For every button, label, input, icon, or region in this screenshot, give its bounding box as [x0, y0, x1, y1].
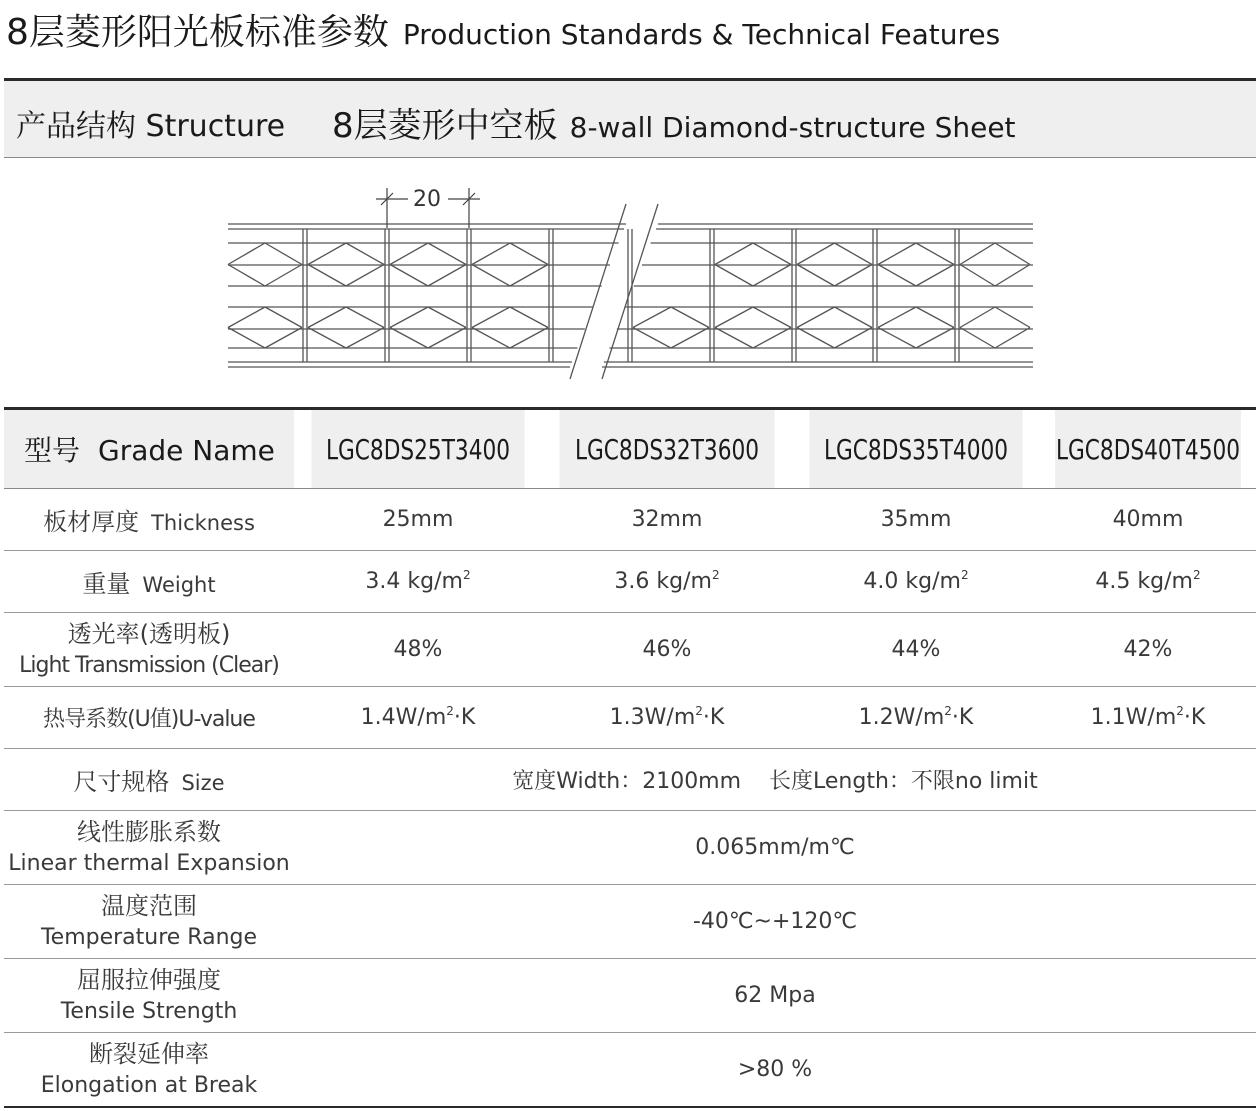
- diag-0-0-d: [265, 265, 302, 287]
- thickness-label-cn: 板材厚度: [43, 508, 140, 536]
- diag-0-6-c: [715, 265, 753, 287]
- spec-table: [4, 407, 1256, 1108]
- diag-1-7-c: [797, 328, 835, 349]
- diag-0-7-d: [835, 265, 873, 287]
- thickness-label-en: Thickness: [151, 511, 255, 535]
- diag-0-8-c: [878, 265, 916, 287]
- diag-1-1-b: [346, 307, 384, 328]
- weight-row: [4, 551, 1256, 613]
- weight-value-2-text: 3.6 kg/m: [614, 569, 712, 594]
- thickness-row: [4, 489, 1256, 551]
- diag-1-2-a: [390, 307, 428, 328]
- transmission-row: [4, 613, 1256, 687]
- elongation-label: [4, 1033, 294, 1108]
- uvalue-row: [4, 687, 1256, 749]
- weight-value-3: [792, 551, 1040, 613]
- diag-1-9-d: [995, 328, 1030, 349]
- thickness-value-1: 25mm: [294, 489, 542, 551]
- diag-1-2-c: [390, 328, 428, 349]
- diag-1-5-c: [633, 328, 671, 349]
- diag-1-9-c: [960, 328, 995, 349]
- cross-section-diagram: [0, 170, 1259, 385]
- elongation-label-en: Elongation at Break: [40, 1072, 258, 1098]
- thickness-value-3: 35mm: [792, 489, 1040, 551]
- diag-1-3-b: [510, 307, 548, 328]
- diag-1-6-c: [715, 328, 753, 349]
- diag-1-7-d: [835, 328, 873, 349]
- grade-4: LGC8DS40T4500: [1055, 409, 1241, 489]
- diag-1-3-a: [472, 307, 510, 328]
- transmission-label-en: Light Transmission (Clear): [19, 652, 279, 678]
- diag-1-2-d: [428, 328, 466, 349]
- size-label-en: Size: [181, 771, 225, 795]
- temperature-value: -40℃~+120℃: [294, 885, 1256, 959]
- weight-value-1-sup: 2: [462, 568, 471, 582]
- transmission-value-2: 46%: [542, 613, 792, 687]
- diag-1-7-a: [797, 307, 835, 328]
- diag-0-3-d: [510, 265, 548, 287]
- diag-1-8-d: [916, 328, 954, 349]
- weight-value-4-sup: 2: [1192, 568, 1201, 582]
- break-line-2: [602, 204, 658, 379]
- uvalue-value-4-sup: 2: [1176, 704, 1184, 718]
- diag-0-1-a: [308, 243, 346, 265]
- weight-value-3-sup: 2: [960, 568, 969, 582]
- uvalue-value-3-unit: ·K: [951, 705, 974, 730]
- uvalue-value-3-text: 1.2W/m: [858, 705, 945, 730]
- diag-1-6-d: [753, 328, 791, 349]
- diag-1-3-d: [510, 328, 548, 349]
- size-label: [4, 749, 294, 811]
- transmission-label: [4, 613, 294, 687]
- structure-value-en: 8-wall Diamond-structure Sheet: [569, 111, 1016, 144]
- weight-value-1-text: 3.4 kg/m: [365, 569, 463, 594]
- weight-value-2-sup: 2: [711, 568, 720, 582]
- uvalue-value-3: [792, 687, 1040, 749]
- diag-0-1-d: [346, 265, 384, 287]
- diag-1-5-b: [671, 307, 709, 328]
- diag-1-8-c: [878, 328, 916, 349]
- diag-0-6-b: [753, 243, 791, 265]
- diag-1-5-a: [633, 307, 671, 328]
- weight-label-cn: 重量: [82, 570, 131, 598]
- elongation-label-cn: 断裂延伸率: [89, 1039, 209, 1068]
- tensile-label-cn: 屈服拉伸强度: [77, 965, 221, 994]
- diag-0-6-d: [753, 265, 791, 287]
- diag-0-1-b: [346, 243, 384, 265]
- uvalue-value-1: [294, 687, 542, 749]
- temperature-label-cn: 温度范围: [101, 891, 197, 920]
- diag-1-6-b: [753, 307, 791, 328]
- thickness-label: [4, 489, 294, 551]
- diag-0-3-a: [472, 243, 510, 265]
- elongation-row: [4, 1033, 1256, 1108]
- transmission-label-cn: 透光率(透明板): [67, 619, 231, 648]
- structure-label: 产品结构 Structure: [16, 109, 286, 144]
- diag-1-7-b: [835, 307, 873, 328]
- grade-name-label: [4, 409, 294, 489]
- diag-0-9-b: [995, 243, 1030, 265]
- grade-2: LGC8DS32T3600: [560, 409, 775, 489]
- tensile-value: 62 Mpa: [294, 959, 1256, 1033]
- break-line-1: [570, 204, 626, 379]
- grade-3: LGC8DS35T4000: [809, 409, 1022, 489]
- diag-1-1-c: [308, 328, 346, 349]
- uvalue-value-1-text: 1.4W/m: [360, 705, 447, 730]
- weight-value-3-text: 4.0 kg/m: [863, 569, 961, 594]
- tensile-row: [4, 959, 1256, 1033]
- temperature-label-en: Temperature Range: [40, 924, 258, 950]
- elongation-value: >80 %: [294, 1033, 1256, 1108]
- expansion-value: 0.065mm/m℃: [294, 811, 1256, 885]
- uvalue-value-2: [542, 687, 792, 749]
- page-title-en: Production Standards & Technical Features: [402, 18, 1001, 51]
- page-title: [6, 4, 1001, 53]
- tensile-label-en: Tensile Strength: [60, 998, 238, 1024]
- weight-value-4-text: 4.5 kg/m: [1095, 569, 1193, 594]
- diag-0-6-a: [715, 243, 753, 265]
- grade-name-label-en: Grade Name: [98, 434, 275, 467]
- transmission-value-4: 42%: [1040, 613, 1256, 687]
- expansion-label-cn: 线性膨胀系数: [77, 817, 221, 846]
- size-label-cn: 尺寸规格: [73, 768, 170, 796]
- diag-1-8-b: [916, 307, 954, 328]
- diag-0-2-c: [390, 265, 428, 287]
- cross-section-lines: [228, 204, 1033, 379]
- expansion-row: [4, 811, 1256, 885]
- uvalue-label: 热导系数(U值)U-value: [4, 687, 294, 749]
- thickness-value-4: 40mm: [1040, 489, 1256, 551]
- diag-1-5-d: [671, 328, 709, 349]
- structure-value-cn: 8层菱形中空板: [332, 106, 558, 146]
- diag-1-6-a: [715, 307, 753, 328]
- grade-name-label-cn: 型号: [24, 434, 81, 467]
- diag-0-3-c: [472, 265, 510, 287]
- transmission-value-1: 48%: [294, 613, 542, 687]
- diag-0-2-a: [390, 243, 428, 265]
- diag-0-9-a: [960, 243, 995, 265]
- uvalue-value-1-sup: 2: [446, 704, 454, 718]
- page-title-cn: 8层菱形阳光板标准参数: [6, 12, 389, 53]
- uvalue-value-4: [1040, 687, 1256, 749]
- weight-label: [4, 551, 294, 613]
- diag-0-7-b: [835, 243, 873, 265]
- diag-0-7-a: [797, 243, 835, 265]
- uvalue-value-2-sup: 2: [695, 704, 703, 718]
- diag-0-1-c: [308, 265, 346, 287]
- diag-1-1-d: [346, 328, 384, 349]
- diag-1-0-d: [265, 328, 302, 349]
- size-row: [4, 749, 1256, 811]
- structure-value: [332, 98, 1016, 147]
- diag-0-2-b: [428, 243, 466, 265]
- uvalue-value-4-text: 1.1W/m: [1090, 705, 1177, 730]
- diag-0-8-d: [916, 265, 954, 287]
- uvalue-value-1-unit: ·K: [453, 705, 476, 730]
- transmission-value-3: 44%: [792, 613, 1040, 687]
- diag-0-7-c: [797, 265, 835, 287]
- dimension-label: 20: [413, 187, 441, 212]
- temperature-row: [4, 885, 1256, 959]
- diag-1-1-a: [308, 307, 346, 328]
- diag-0-0-a: [228, 243, 265, 265]
- table-header-row: [4, 409, 1256, 489]
- weight-value-4: [1040, 551, 1256, 613]
- diag-0-3-b: [510, 243, 548, 265]
- diag-1-9-a: [960, 307, 995, 328]
- size-value: 宽度Width：2100mm 长度Length：不限no limit: [294, 749, 1256, 811]
- tensile-label: [4, 959, 294, 1033]
- diag-0-0-b: [265, 243, 302, 265]
- weight-value-2: [542, 551, 792, 613]
- diag-1-9-b: [995, 307, 1030, 328]
- uvalue-value-3-sup: 2: [944, 704, 952, 718]
- diag-0-2-d: [428, 265, 466, 287]
- grade-1: LGC8DS25T3400: [311, 409, 524, 489]
- expansion-label-en: Linear thermal Expansion: [8, 850, 290, 876]
- diag-1-3-c: [472, 328, 510, 349]
- diag-1-0-a: [228, 307, 265, 328]
- uvalue-value-2-unit: ·K: [702, 705, 725, 730]
- thickness-value-2: 32mm: [542, 489, 792, 551]
- diag-1-2-b: [428, 307, 466, 328]
- diag-0-9-c: [960, 265, 995, 287]
- diag-0-8-b: [916, 243, 954, 265]
- diag-1-0-c: [228, 328, 265, 349]
- weight-value-1: [294, 551, 542, 613]
- diag-0-0-c: [228, 265, 265, 287]
- uvalue-value-4-unit: ·K: [1183, 705, 1206, 730]
- diag-1-8-a: [878, 307, 916, 328]
- structure-band: [4, 78, 1256, 158]
- weight-label-en: Weight: [142, 573, 216, 597]
- temperature-label: [4, 885, 294, 959]
- diag-1-0-b: [265, 307, 302, 328]
- diag-0-8-a: [878, 243, 916, 265]
- uvalue-value-2-text: 1.3W/m: [609, 705, 696, 730]
- diag-0-9-d: [995, 265, 1030, 287]
- expansion-label: [4, 811, 294, 885]
